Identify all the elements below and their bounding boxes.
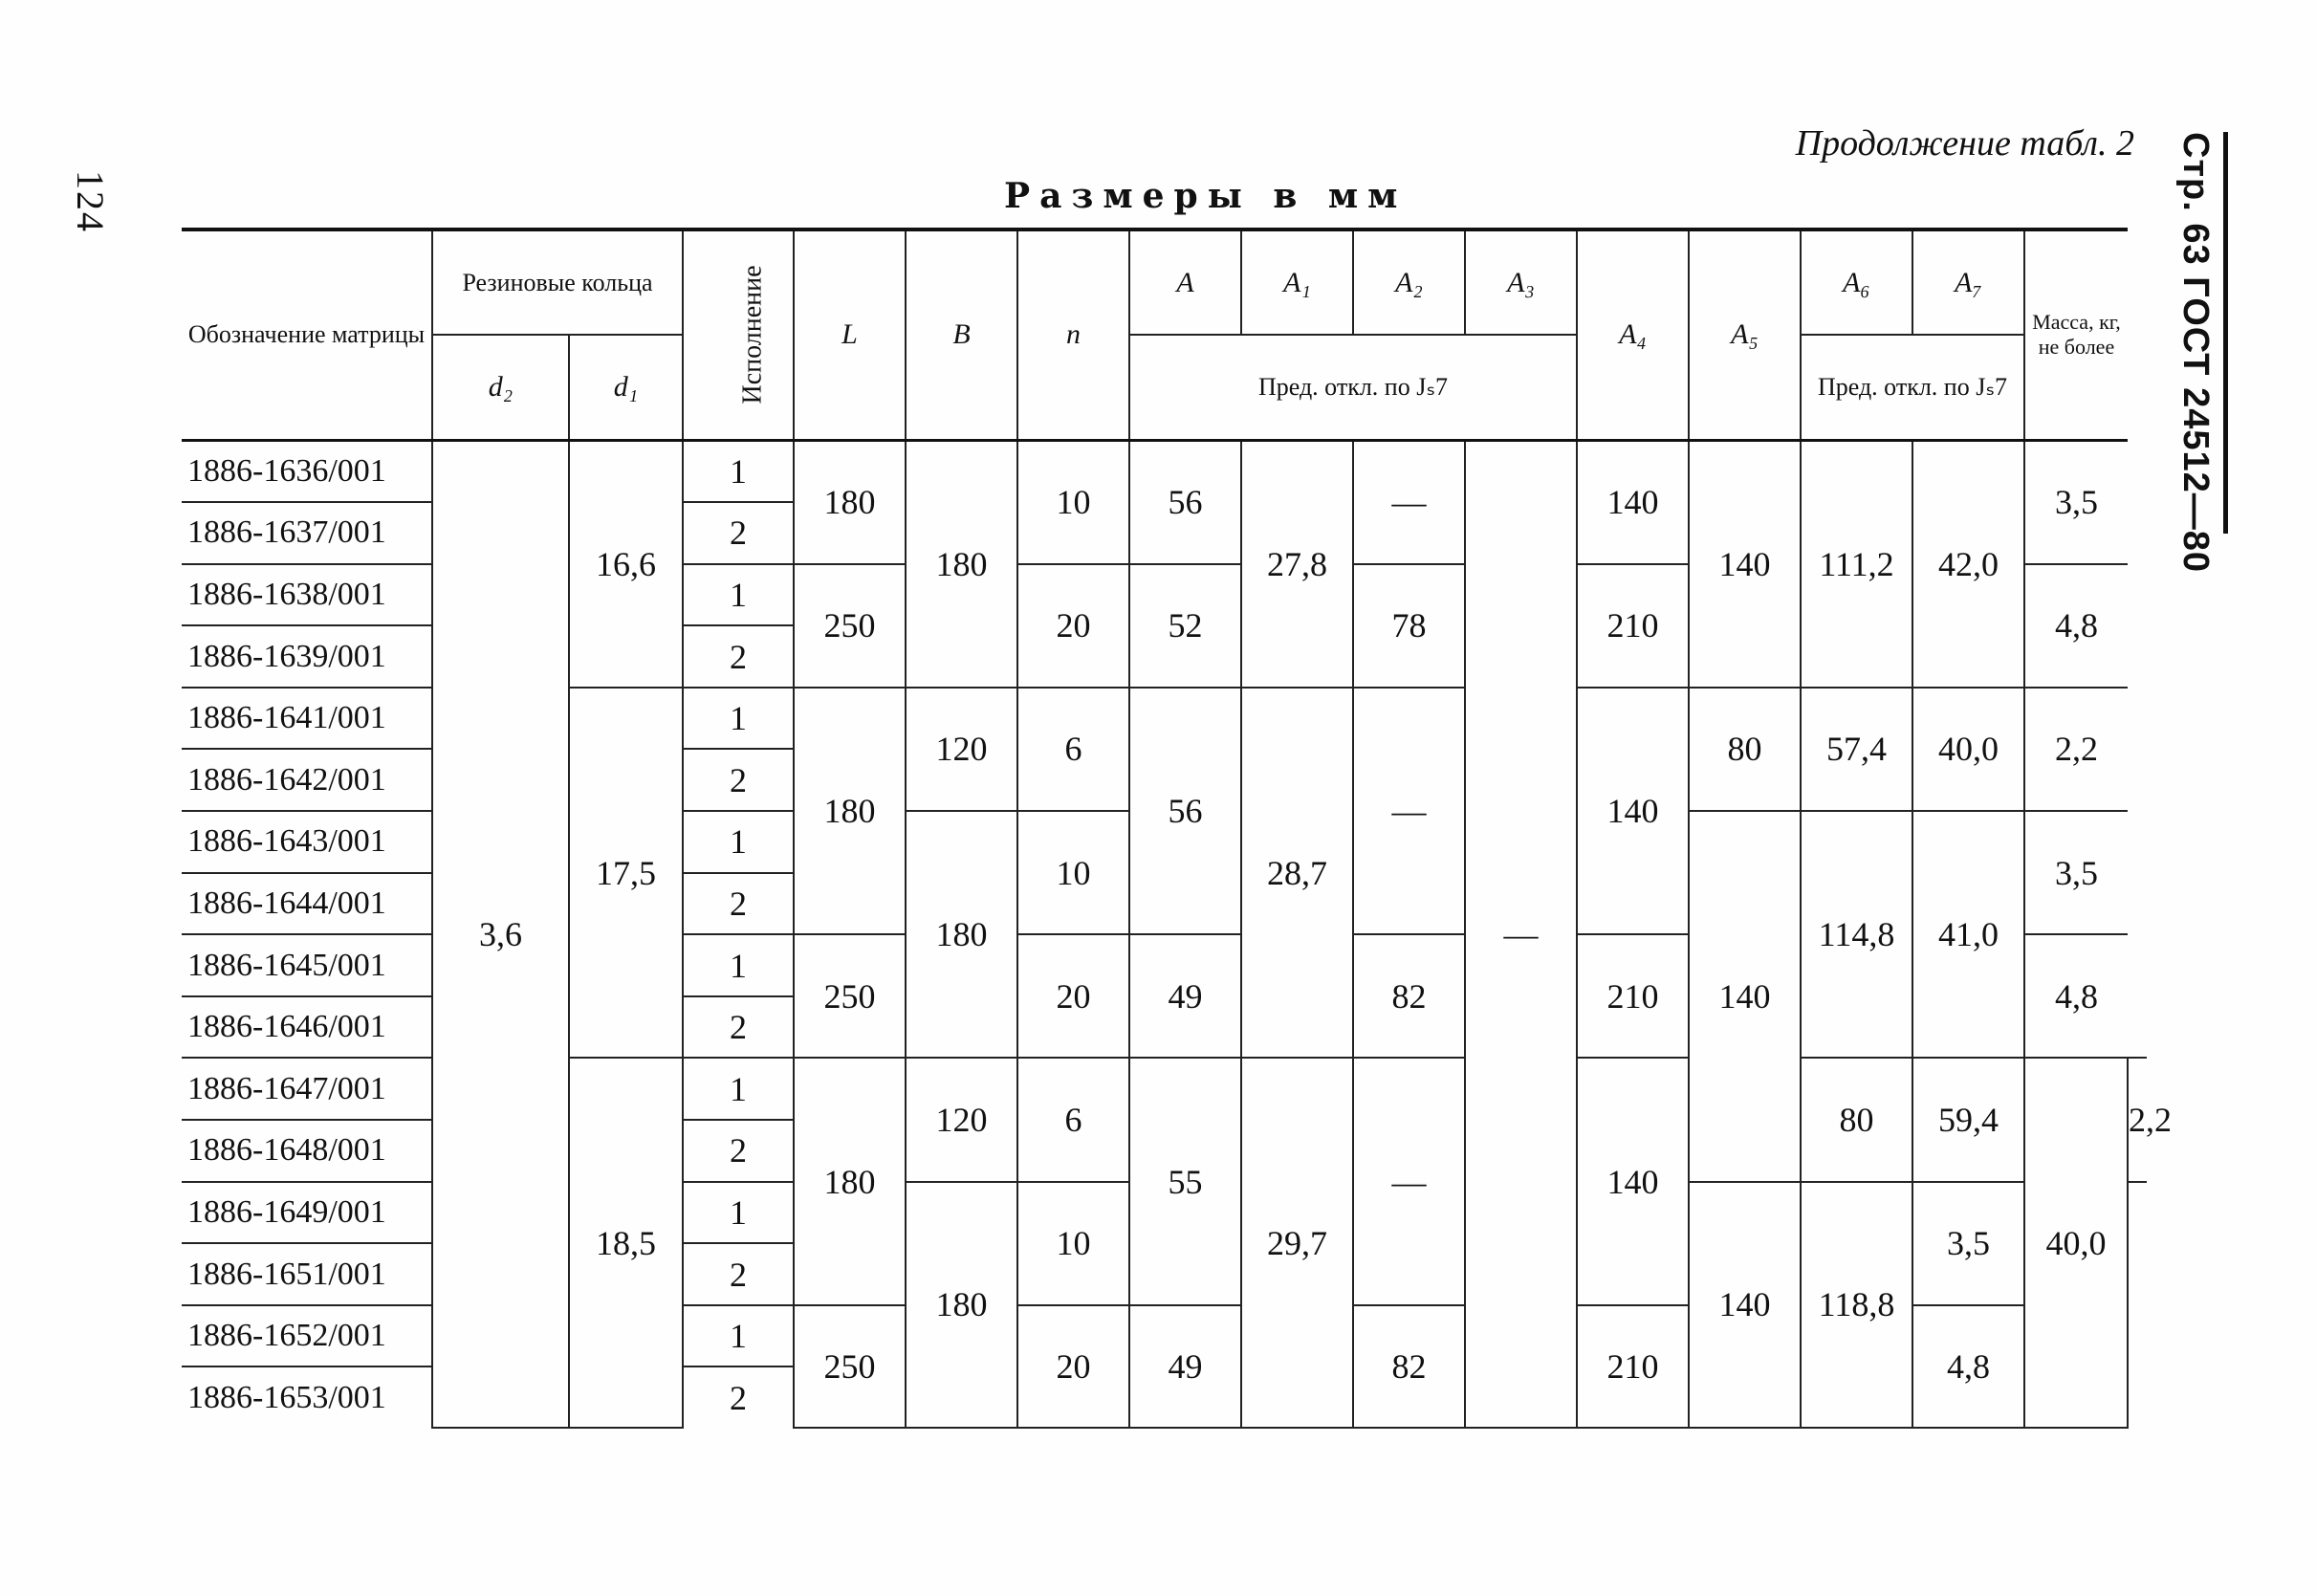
cell-A5: 80 — [1801, 1058, 1912, 1181]
cell-A4: 140 — [1577, 440, 1689, 564]
cell-A4: 210 — [1577, 564, 1689, 688]
row-designation: 1886-1646/001 — [182, 996, 432, 1059]
cell-A7: 42,0 — [1912, 440, 2024, 688]
cell-version: 2 — [683, 502, 794, 564]
cell-A7: 40,0 — [1912, 688, 2024, 811]
row-designation: 1886-1636/001 — [182, 440, 432, 502]
header-A2: A₂ — [1353, 230, 1465, 335]
cell-n: 10 — [1017, 1182, 1129, 1305]
cell-A4: 140 — [1577, 688, 1689, 934]
cell-L: 180 — [794, 440, 906, 564]
cell-A1: 29,7 — [1241, 1058, 1353, 1428]
cell-version: 2 — [683, 749, 794, 811]
cell-d1: 17,5 — [569, 688, 683, 1059]
header-tolerance-a6-group: Пред. откл. по Jₛ7 — [1801, 335, 2024, 440]
cell-n: 20 — [1017, 1305, 1129, 1428]
cell-A7: 41,0 — [1912, 811, 2024, 1058]
row-designation: 1886-1648/001 — [182, 1120, 432, 1182]
header-L: L — [794, 230, 906, 440]
cell-A2: 78 — [1353, 564, 1465, 688]
cell-mass: 3,5 — [2024, 440, 2128, 564]
header-A5: A₅ — [1689, 230, 1801, 440]
cell-mass: 4,8 — [1912, 1305, 2024, 1428]
header-tolerance-a-group: Пред. откл. по Jₛ7 — [1129, 335, 1577, 440]
cell-version: 1 — [683, 1058, 794, 1120]
cell-A: 52 — [1129, 564, 1241, 688]
cell-version: 2 — [683, 873, 794, 935]
cell-B: 180 — [906, 811, 1017, 1058]
standard-stamp — [2156, 132, 2228, 574]
dimensions-table — [182, 228, 2172, 1429]
header-d1: d₁ — [569, 335, 683, 440]
cell-A6: 118,8 — [1801, 1182, 1912, 1428]
cell-B: 180 — [906, 440, 1017, 688]
row-designation: 1886-1637/001 — [182, 502, 432, 564]
row-designation: 1886-1642/001 — [182, 749, 432, 811]
cell-d1: 16,6 — [569, 440, 683, 688]
cell-A5: 80 — [1689, 688, 1801, 811]
cell-mass: 4,8 — [2024, 934, 2128, 1058]
cell-A2: — — [1353, 440, 1465, 564]
cell-n: 20 — [1017, 934, 1129, 1058]
page-number: 124 — [69, 170, 112, 233]
cell-L: 250 — [794, 564, 906, 688]
cell-A3: — — [1465, 440, 1577, 1428]
cell-version: 2 — [683, 1120, 794, 1182]
cell-A: 56 — [1129, 688, 1241, 934]
cell-A2: — — [1353, 1058, 1465, 1304]
cell-A4: 140 — [1577, 1058, 1689, 1304]
standard-stamp-text: Стр. 63 ГОСТ 24512—80 — [2175, 132, 2216, 574]
cell-A6: 57,4 — [1801, 688, 1912, 811]
units-caption: Размеры в мм — [1004, 176, 1408, 216]
header-A3: A₃ — [1465, 230, 1577, 335]
header-rubber-rings: Резиновые кольца — [432, 230, 683, 335]
cell-A: 49 — [1129, 934, 1241, 1058]
cell-A5: 140 — [1689, 1182, 1801, 1428]
cell-B: 120 — [906, 1058, 1017, 1181]
cell-d2: 3,6 — [432, 440, 569, 1428]
row-designation: 1886-1652/001 — [182, 1305, 432, 1367]
cell-mass: 2,2 — [2128, 1058, 2147, 1181]
cell-n: 10 — [1017, 811, 1129, 934]
cell-B: 180 — [906, 1182, 1017, 1428]
row-designation: 1886-1653/001 — [182, 1366, 432, 1428]
cell-A4: 210 — [1577, 1305, 1689, 1428]
cell-n: 10 — [1017, 440, 1129, 564]
table-continuation-caption: Продолжение табл. 2 — [1795, 123, 2134, 164]
cell-mass: 3,5 — [2024, 811, 2128, 934]
cell-A7: 40,0 — [2024, 1058, 2128, 1428]
cell-A2: 82 — [1353, 934, 1465, 1058]
cell-mass: 2,2 — [2024, 688, 2128, 811]
header-A6: A₆ — [1801, 230, 1912, 335]
cell-mass: 4,8 — [2024, 564, 2128, 688]
row-designation: 1886-1643/001 — [182, 811, 432, 873]
row-designation: 1886-1645/001 — [182, 934, 432, 996]
header-A4: A₄ — [1577, 230, 1689, 440]
cell-version: 1 — [683, 811, 794, 873]
cell-A1: 28,7 — [1241, 688, 1353, 1059]
cell-A6: 114,8 — [1801, 811, 1912, 1058]
header-mass: Масса, кг, не более — [2024, 230, 2128, 440]
cell-A5: 140 — [1689, 811, 1801, 1182]
cell-A: 49 — [1129, 1305, 1241, 1428]
cell-version: 2 — [683, 1366, 794, 1428]
cell-A2: 82 — [1353, 1305, 1465, 1428]
cell-A4: 210 — [1577, 934, 1689, 1058]
header-A1: A₁ — [1241, 230, 1353, 335]
cell-A5: 140 — [1689, 440, 1801, 688]
cell-B: 120 — [906, 688, 1017, 811]
row-designation: 1886-1638/001 — [182, 564, 432, 626]
row-designation: 1886-1649/001 — [182, 1182, 432, 1244]
row-designation: 1886-1644/001 — [182, 873, 432, 935]
cell-mass: 3,5 — [1912, 1182, 2024, 1305]
cell-version: 1 — [683, 440, 794, 502]
cell-n: 6 — [1017, 1058, 1129, 1181]
cell-version: 1 — [683, 934, 794, 996]
cell-n: 20 — [1017, 564, 1129, 688]
header-A7: A₇ — [1912, 230, 2024, 335]
cell-L: 250 — [794, 1305, 906, 1428]
cell-A2: — — [1353, 688, 1465, 934]
cell-version: 2 — [683, 1243, 794, 1305]
cell-version: 1 — [683, 688, 794, 750]
row-designation: 1886-1639/001 — [182, 625, 432, 688]
header-designation: Обозначение матрицы — [182, 230, 432, 440]
header-d2: d₂ — [432, 335, 569, 440]
header-version — [683, 230, 794, 440]
cell-version: 2 — [683, 625, 794, 688]
cell-version: 1 — [683, 564, 794, 626]
header-version-text: Исполнение — [737, 265, 768, 404]
cell-A1: 27,8 — [1241, 440, 1353, 688]
cell-d1: 18,5 — [569, 1058, 683, 1428]
cell-version: 1 — [683, 1305, 794, 1367]
cell-version: 1 — [683, 1182, 794, 1244]
cell-version: 2 — [683, 996, 794, 1059]
row-designation: 1886-1651/001 — [182, 1243, 432, 1305]
cell-A6: 111,2 — [1801, 440, 1912, 688]
cell-A: 56 — [1129, 440, 1241, 564]
header-A: A — [1129, 230, 1241, 335]
header-B: B — [906, 230, 1017, 440]
cell-A: 55 — [1129, 1058, 1241, 1304]
cell-A6: 59,4 — [1912, 1058, 2024, 1181]
cell-L: 250 — [794, 934, 906, 1058]
cell-L: 180 — [794, 1058, 906, 1304]
cell-L: 180 — [794, 688, 906, 934]
cell-n: 6 — [1017, 688, 1129, 811]
row-designation: 1886-1647/001 — [182, 1058, 432, 1120]
row-designation: 1886-1641/001 — [182, 688, 432, 750]
header-n: n — [1017, 230, 1129, 440]
